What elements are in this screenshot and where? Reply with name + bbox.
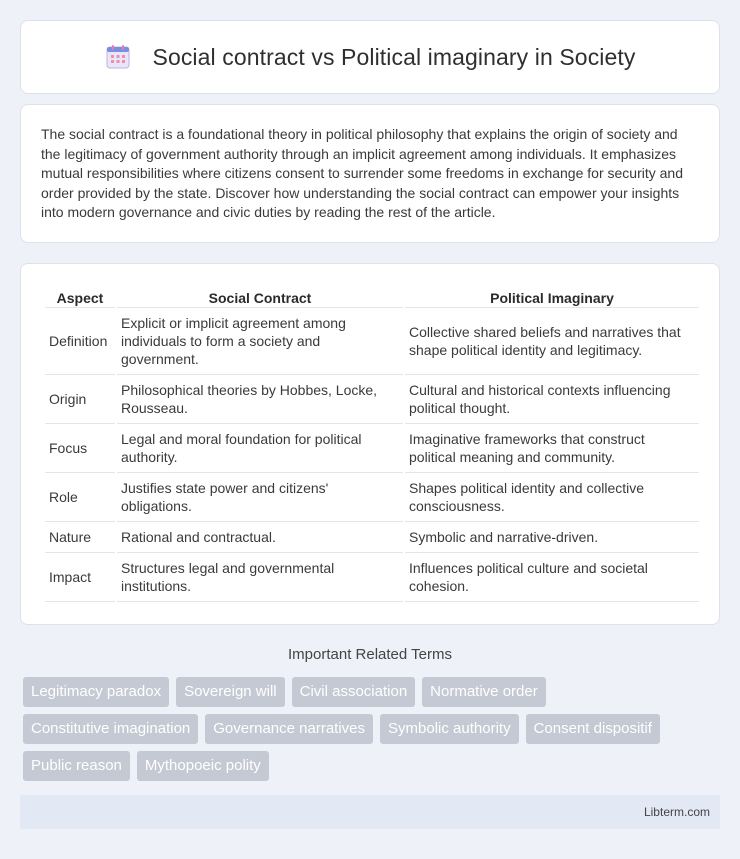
comparison-card — [20, 263, 720, 625]
related-term-tag[interactable]: Consent dispositif — [526, 714, 660, 744]
political-imaginary-cell: Cultural and historical contexts influencing political thought. — [405, 375, 699, 424]
aspect-cell: Impact — [45, 553, 115, 602]
aspect-cell: Focus — [45, 424, 115, 473]
table-header-row — [45, 286, 699, 308]
aspect-cell: Origin — [45, 375, 115, 424]
related-terms-section — [20, 646, 720, 788]
social-contract-cell: Explicit or implicit agreement among individuals to form a society and government. — [117, 308, 403, 375]
related-term-tag[interactable]: Public reason — [23, 751, 130, 781]
table-row — [45, 522, 699, 553]
related-term-tag[interactable]: Sovereign will — [176, 677, 285, 707]
social-contract-cell: Structures legal and governmental institutions. — [117, 553, 403, 602]
political-imaginary-cell: Shapes political identity and collective consciousness. — [405, 473, 699, 522]
social-contract-cell: Philosophical theories by Hobbes, Locke, Rousseau. — [117, 375, 403, 424]
political-imaginary-cell: Imaginative frameworks that construct political meaning and community. — [405, 424, 699, 473]
political-imaginary-cell: Collective shared beliefs and narratives that shape political identity and legitimacy. — [405, 308, 699, 375]
related-terms-list — [20, 677, 720, 788]
related-term-tag[interactable]: Civil association — [292, 677, 416, 707]
table-row — [45, 473, 699, 522]
footer — [20, 795, 720, 829]
related-term-tag[interactable]: Legitimacy paradox — [23, 677, 169, 707]
table-row — [45, 553, 699, 602]
header-aspect: Aspect — [45, 286, 115, 308]
footer-site-link[interactable]: Libterm.com — [643, 805, 710, 819]
header-political-imaginary: Political Imaginary — [405, 286, 699, 308]
aspect-cell: Role — [45, 473, 115, 522]
related-term-tag[interactable]: Constitutive imagination — [23, 714, 198, 744]
political-imaginary-cell: Influences political culture and societal cohesion. — [405, 553, 699, 602]
table-row — [45, 375, 699, 424]
social-contract-cell: Legal and moral foundation for political authority. — [117, 424, 403, 473]
table-row — [45, 424, 699, 473]
calendar-grid-icon — [105, 44, 131, 70]
related-term-tag[interactable]: Mythopoeic polity — [137, 751, 269, 781]
comparison-table — [43, 286, 701, 602]
aspect-cell: Nature — [45, 522, 115, 553]
header-social-contract: Social Contract — [117, 286, 403, 308]
political-imaginary-cell: Symbolic and narrative-driven. — [405, 522, 699, 553]
related-term-tag[interactable]: Normative order — [422, 677, 546, 707]
title-card — [20, 20, 720, 94]
intro-card — [20, 104, 720, 243]
page-title: Social contract vs Political imaginary in Society — [152, 43, 636, 70]
related-terms-heading: Important Related Terms — [288, 646, 452, 663]
social-contract-cell: Justifies state power and citizens' obligations. — [117, 473, 403, 522]
related-term-tag[interactable]: Governance narratives — [205, 714, 373, 744]
table-row — [45, 308, 699, 375]
aspect-cell: Definition — [45, 308, 115, 375]
intro-text: The social contract is a foundational theory in political philosophy that explains the origin of society and the legitimacy of government authority through an implicit agreement among individuals. It emphasizes mutual responsibilities where citizens consent to surrender some freedoms in exchange for security and order provided by the state. Discover how understanding the social contract can empower your insights into modern governance and civic duties by reading the rest of the article. — [41, 126, 683, 221]
social-contract-cell: Rational and contractual. — [117, 522, 403, 553]
related-term-tag[interactable]: Symbolic authority — [380, 714, 519, 744]
